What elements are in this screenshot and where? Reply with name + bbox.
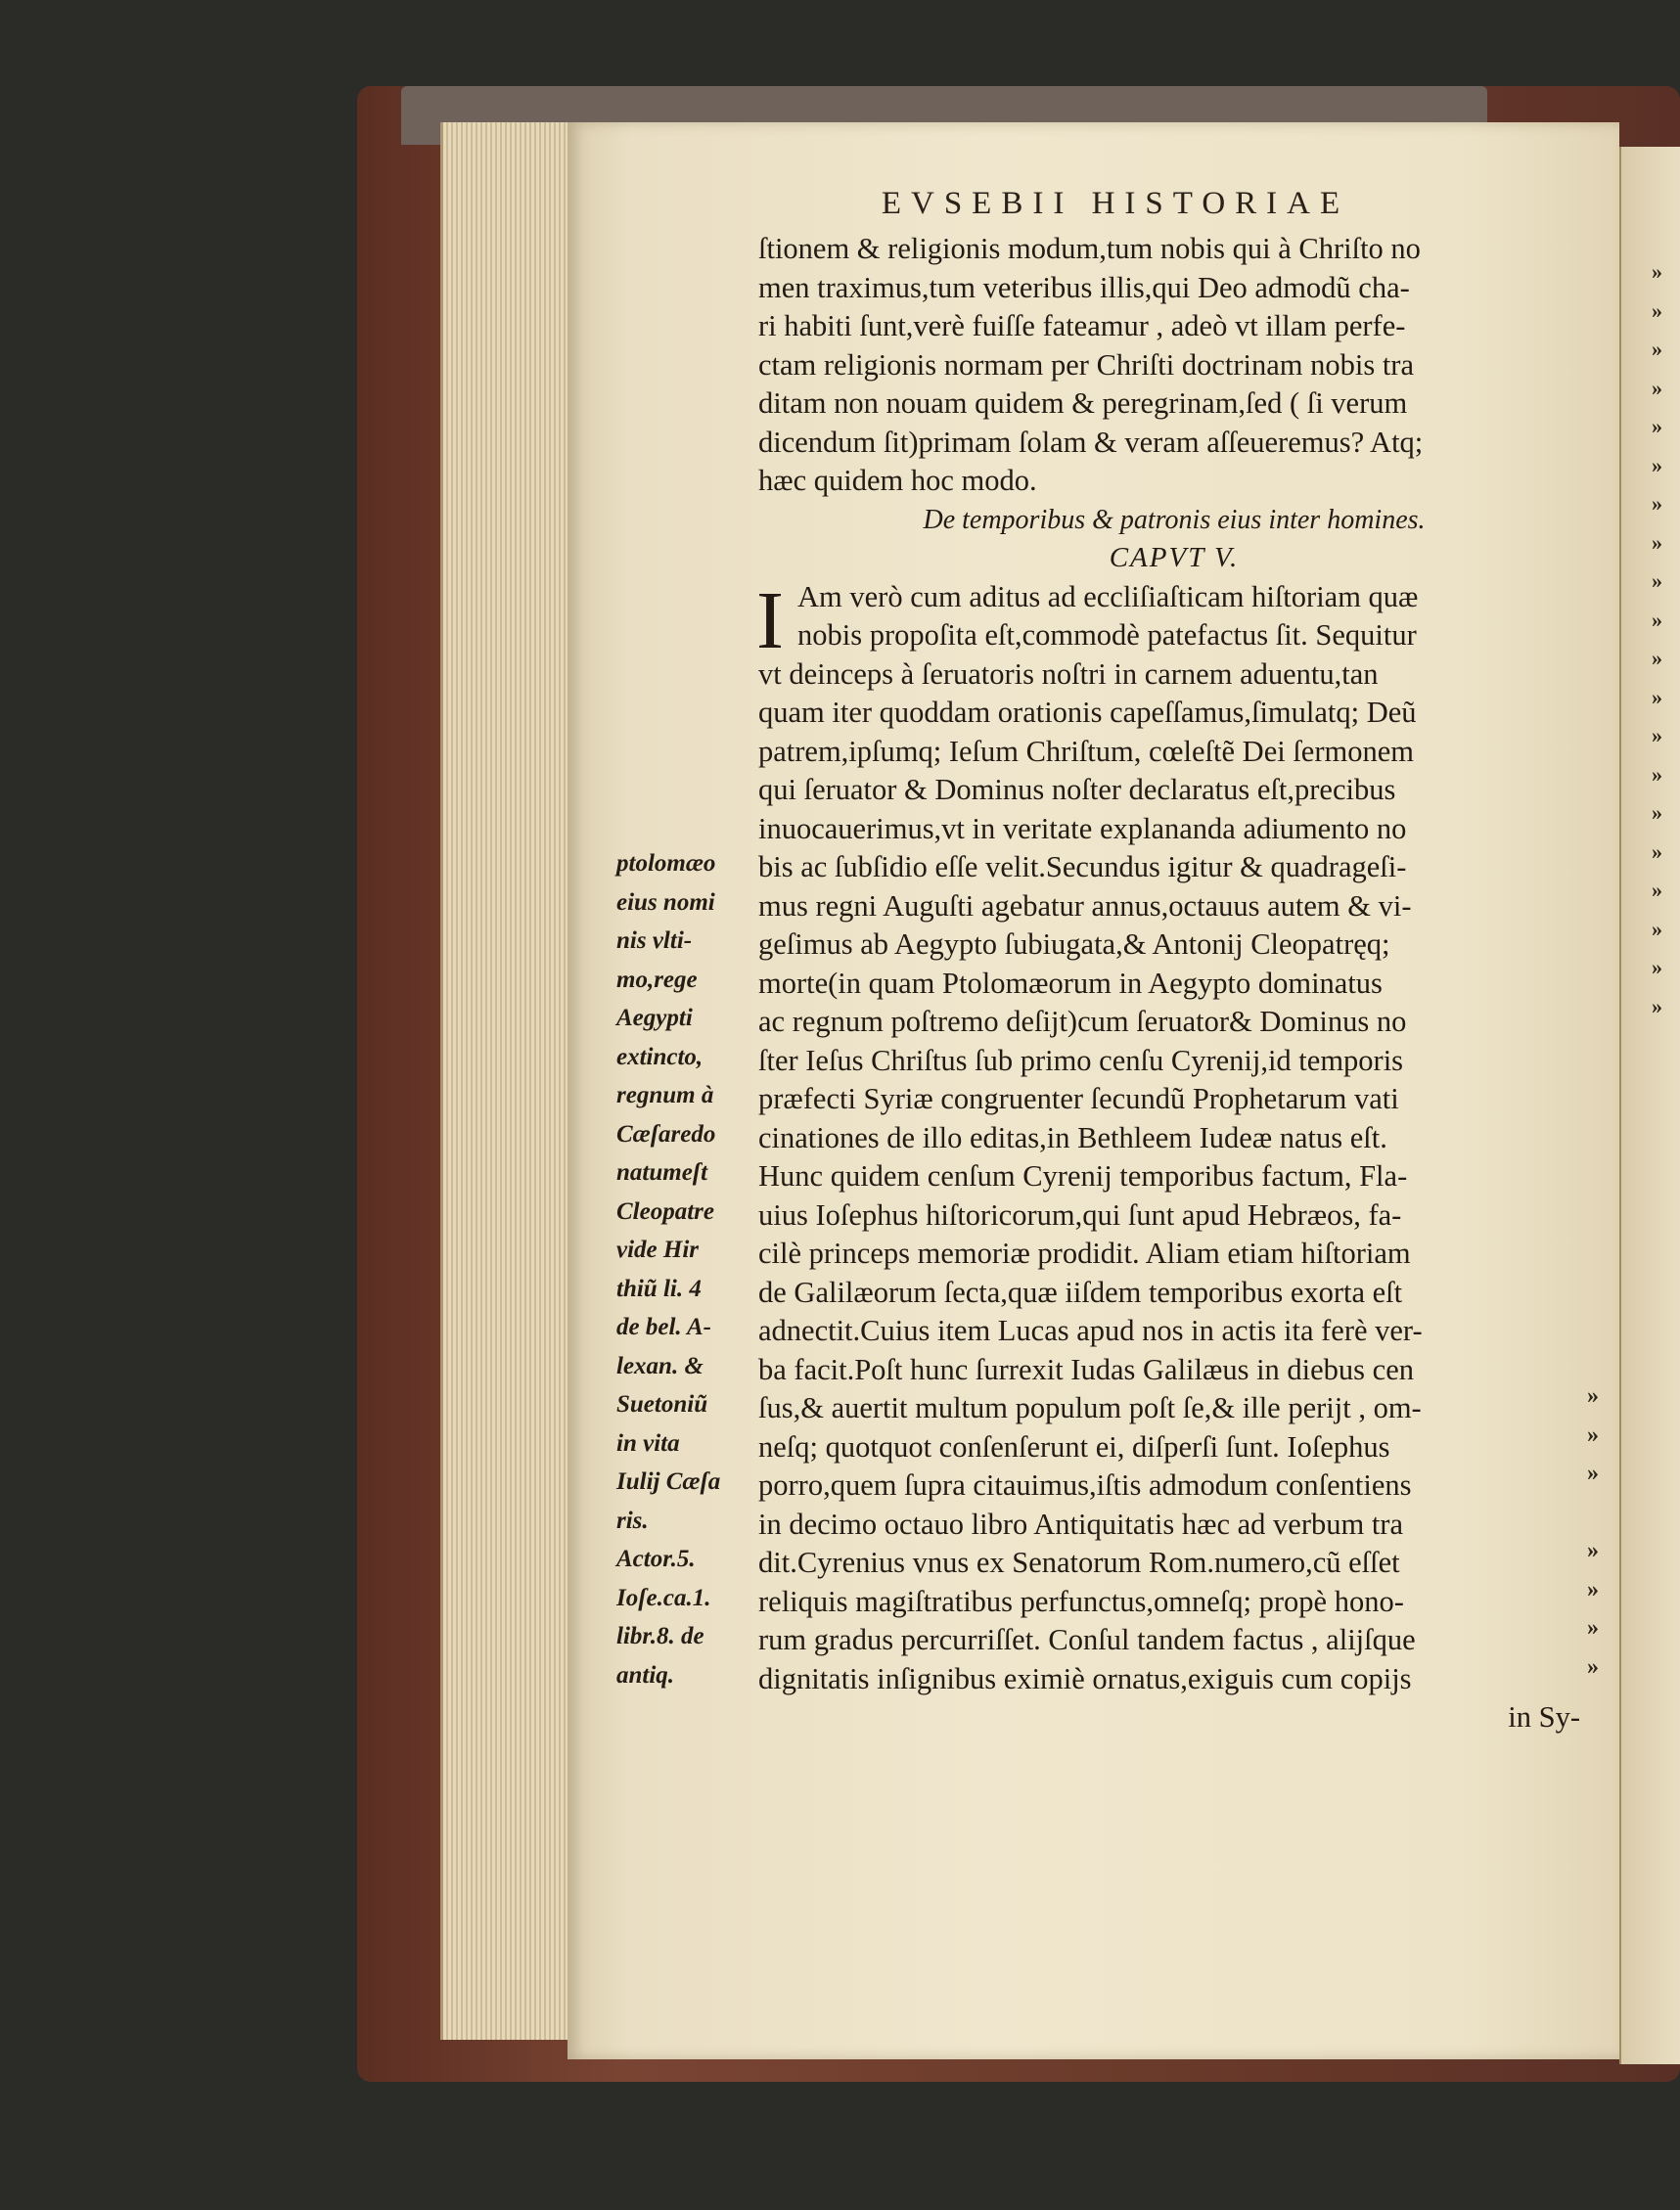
drop-cap: I [756,574,784,666]
quote-mark: » [1652,452,1662,477]
quote-mark: » [1652,259,1662,284]
text-line: de Galilæorum ſecta,quæ iiſdem temporibus exorta eſt [758,1275,1403,1309]
quote-marks-column [1587,1377,1616,1687]
text-line: adnectit.Cuius item Lucas apud nos in actis ita ferè ver- [758,1314,1423,1347]
quote-mark: » [1652,916,1662,941]
text-line: ditam non nouam quidem & peregrinam,ſed ( ſi verum [758,386,1408,420]
quote-mark: » [1587,1461,1599,1486]
text-line: men traximus,tum veteribus illis,qui Deo admodũ cha- [758,270,1410,304]
text-line: cilè princeps memoriæ prodidit. Aliam etiam hiſtoriam [758,1237,1411,1270]
text-line: ſtionem & religionis modum,tum nobis qui à Chriſto no [758,232,1421,265]
margin-note-line: nis vlti- [616,927,693,954]
text-line: dignitatis inſignibus eximiè ornatus,exiguis cum copijs [758,1661,1412,1695]
text-line: ba facit.Poſt hunc ſurrexit Iudas Galilæus in diebus cen [758,1352,1415,1386]
facing-page-quote-marks [1652,252,1680,1025]
quote-mark: » [1652,993,1662,1018]
quote-mark: » [1652,568,1662,593]
text-line: porro,quem ſupra citauimus,iſtis admodum conſentiens [758,1468,1412,1502]
text-line: dicendum ſit)primam ſolam & veram aſſeueremus? Atq; [758,425,1424,459]
main-text-block [758,230,1590,1737]
margin-note-line: extincto, [616,1043,704,1070]
text-line: Hunc quidem cenſum Cyrenij temporibus factum, Fla- [758,1159,1408,1193]
running-head: EVSEBII HISTORIAE [881,186,1350,221]
text-line: ac regnum poſtremo deſijt)cum ſeruator& Dominus no [758,1005,1407,1038]
margin-note-line: mo,rege [616,966,698,993]
text-line: ſus,& auertit multum populum poſt ſe,& ille perijt , om- [758,1391,1422,1424]
chapter-heading: De temporibus & patronis eius inter homines. [923,504,1426,535]
margin-note-line: Aegypti [616,1005,693,1031]
margin-note-line: ptolomæo [616,850,716,877]
quote-mark: » [1587,1653,1599,1680]
text-line: uius Ioſephus hiſtoricorum,qui ſunt apud Hebræos, fa- [758,1197,1402,1232]
margin-note-line: Iulij Cæſa [616,1468,721,1495]
margin-note-line: regnum à [616,1082,714,1108]
text-line: quam iter quoddam orationis capeſſamus,ſimulatq; Deũ [758,696,1417,729]
text-line: cinationes de illo editas,in Bethleem Iudeæ natus eſt. [758,1120,1387,1154]
margin-note-line: Suetoniũ [616,1391,708,1418]
page-edges [440,122,570,2040]
chapter-number: CAPVT V. [1109,542,1240,573]
quote-mark: » [1652,337,1662,361]
text-line: qui ſeruator & Dominus noſter declaratus eſt,precibus [758,773,1396,806]
quote-mark: » [1652,800,1662,825]
margin-note-line: in vita [616,1429,680,1457]
quote-mark: » [1587,1383,1599,1409]
quote-mark: » [1652,761,1662,787]
quote-mark: » [1652,955,1662,979]
text-line: dit.Cyrenius vnus ex Senatorum Rom.numero,cũ eſſet [758,1546,1400,1579]
text-line: nobis propoſita eſt,commodè patefactus ſit. Sequitur [797,618,1417,652]
text-line: neſq; quotquot conſenſerunt ei, diſperſi ſunt. Ioſephus [758,1429,1390,1464]
margin-note-line: Ioſe.ca.1. [616,1584,711,1611]
text-line: ctam religionis normam per Chriſti doctrinam nobis tra [758,347,1415,382]
margin-note-line: libr.8. de [616,1623,704,1649]
text-line: ſter Ieſus Chriſtus ſub primo cenſu Cyrenij,id temporis [758,1043,1404,1077]
margin-note-line: vide Hir [616,1237,700,1263]
quote-mark: » [1652,723,1662,747]
margin-note-line: natumeſt [616,1159,708,1186]
text-line: bis ac ſubſidio eſſe velit.Secundus igitur & quadrageſi- [758,850,1407,883]
margin-note-line: eius nomi [616,888,715,916]
text-line: inuocauerimus,vt in veritate explananda adiumento no [758,811,1407,845]
text-line: reliquis magiſtratibus perfunctus,omneſq; propè hono- [758,1584,1404,1618]
quote-mark: » [1652,375,1662,400]
quote-mark: » [1652,491,1662,516]
dropcap-paragraph [756,574,1590,666]
text-line: ri habiti ſunt,verè fuiſſe fateamur , adeò vt illam perfe- [758,309,1406,342]
quote-mark: » [1652,529,1662,555]
quote-mark: » [1652,646,1662,670]
margin-note-line: Actor.5. [616,1546,696,1572]
quote-mark: » [1652,414,1662,438]
margin-notes [616,844,763,1694]
text-line: rum gradus percurriſſet. Conſul tandem factus , alijſque [758,1623,1416,1656]
text-line: mus regni Auguſti agebatur annus,octauus autem & vi- [758,888,1412,923]
quote-mark: » [1587,1615,1599,1641]
text-line: vt deinceps à ſeruatoris noſtri in carnem aduentu,tan [758,656,1379,691]
margin-note-line: ris. [616,1507,649,1534]
text-line: morte(in quam Ptolomæorum in Aegypto dominatus [758,966,1383,1000]
catchword: in Sy- [1508,1700,1580,1734]
quote-mark: » [1652,878,1662,902]
text-line: præfecti Syriæ congruenter ſecundũ Prophetarum vati [758,1082,1399,1115]
text-line: geſimus ab Aegypto ſubiugata,& Antonij Cleopatręq; [758,927,1390,961]
text-line: Am verò cum aditus ad eccliſiaſticam hiſtoriam quæ [797,579,1419,613]
text-line: hæc quidem hoc modo. [758,464,1037,497]
quote-mark: » [1587,1538,1599,1563]
margin-note-line: Cæſaredo [616,1120,716,1148]
margin-note-line: antiq. [616,1661,675,1689]
margin-note-line: thiũ li. 4 [616,1275,702,1302]
margin-note-line: Cleopatre [616,1197,714,1225]
quote-mark [1587,1494,1616,1533]
quote-mark: » [1652,684,1662,709]
margin-note-line: de bel. A- [616,1314,711,1340]
quote-mark: » [1652,838,1662,864]
quote-mark: » [1587,1576,1599,1602]
text-line: in decimo octauo libro Antiquitatis hæc ad verbum tra [758,1507,1403,1541]
quote-mark: » [1652,607,1662,632]
text-line: patrem,ipſumq; Ieſum Chriſtum, cœleſtẽ Dei ſermonem [758,734,1414,768]
margin-note-line: lexan. & [616,1352,704,1379]
quote-mark: » [1587,1421,1599,1448]
quote-mark: » [1652,297,1662,323]
